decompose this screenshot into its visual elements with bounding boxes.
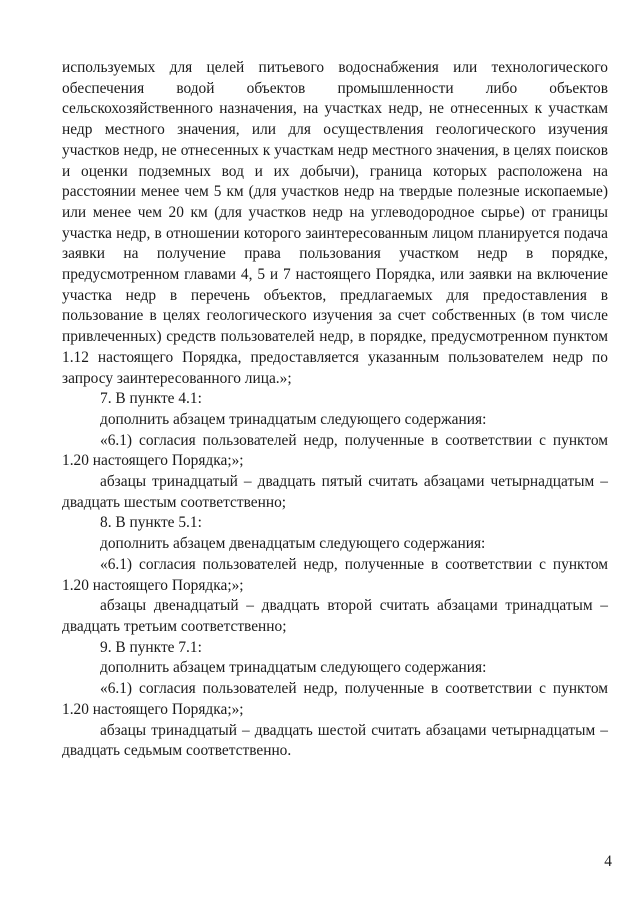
quote-paragraph: «6.1) согласия пользователей недр, полученные в соответствии с пунктом 1.20 настоящего Порядка;»; [62,431,608,470]
body-paragraph: дополнить абзацем тринадцатым следующего содержания: [100,410,487,428]
item-heading-8: 8. В пункте 5.1: [100,514,202,532]
body-paragraph: абзацы двенадцатый – двадцать второй считать абзацами тринадцатым – двадцать третьим соответственно; [62,597,608,635]
body-paragraph: абзацы тринадцатый – двадцать пятый считать абзацами четырнадцатым – двадцать шестым соответственно; [62,473,608,511]
page-number: 4 [604,853,612,870]
quote-paragraph: «6.1) согласия пользователей недр, полученные в соответствии с пунктом 1.20 настоящего Порядка;»; [62,680,608,718]
body-paragraph: дополнить абзацем тринадцатым следующего содержания: [100,659,487,677]
item-heading-7: 7. В пункте 4.1: [100,390,202,408]
quote-paragraph: «6.1) согласия пользователей недр, полученные в соответствии с пунктом 1.20 настоящего Порядка;»; [62,555,608,594]
document-body [62,58,608,762]
body-paragraph: дополнить абзацем двенадцатым следующего содержания: [100,535,486,553]
item-heading-9: 9. В пункте 7.1: [100,638,202,656]
body-paragraph: абзацы тринадцатый – двадцать шестой считать абзацами четырнадцатым – двадцать седьмым соответственно. [62,721,608,760]
continuation-paragraph: используемых для целей питьевого водоснабжения или технологического обеспечения водой объектов промышленности либо объектов сельскохозяйственного назначения, на участках недр, не отнесенных к участкам недр местного значения, или для осуществления геологического изучения участков недр, не отнесенных к участкам недр местного значения, в целях поисков и оценки подземных вод и их добычи), граница которых расположена на расстоянии менее чем 5 км (для участков недр на твердые полезные ископаемые) или менее чем 20 км (для участков недр на углеводородное сырье) от границы участка недр, в отношении которого заинтересованным лицом планируется подача заявки на получение права пользования участком недр в порядке, предусмотренном главами 4, 5 и 7 настоящего Порядка, или заявки на включение участка недр в перечень объектов, предлагаемых для предоставления в пользование в целях геологического изучения за счет собственных (в том числе привлеченных) средств пользователей недр, в порядке, предусмотренном пунктом 1.12 настоящего Порядка, предоставляется указанным пользователем недр по запросу заинтересованного лица.»; [62,59,608,387]
